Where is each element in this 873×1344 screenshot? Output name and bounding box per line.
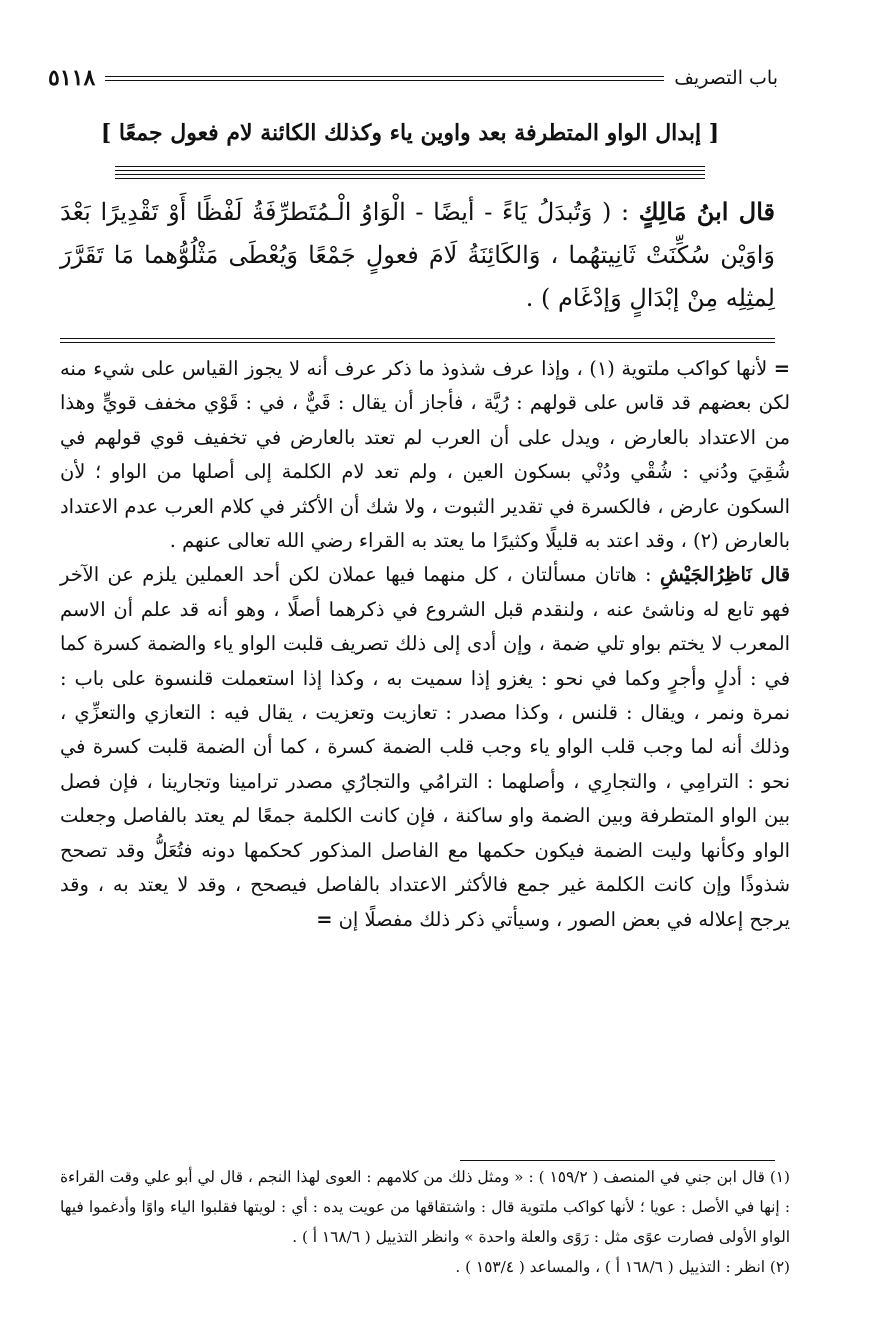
- separator-rule: [60, 338, 775, 339]
- matn-body: : ( وَتُبدَلُ يَاءً - أيضًا - الْوَاوُ الْـمُتَطرِّفَةُ لَفْظًا أَوْ تَقْدِيرًا بَعْدَ وَاوَيْن سُكِّنَتْ ثَانِيتهُما ، وَالكَائِنَةُ لَامَ فعولٍ جَمْعًا وَيُعْطَى مَثْلُوُّهما مَا تَقَرَّرَ لِمثِلِه مِنْ إبْدَالٍ وَإدْغَام ) .: [60, 198, 775, 312]
- separator-rule: [60, 342, 775, 343]
- paragraph-text: لأنها كواكب ملتوية (١) ، وإذا عرف شذوذ ما ذكر عرف أنه لا يجوز القياس على شيء منه لكن بعضهم قد قاس على قولهم : رُيَّة ، فأجاز أن يقال : قَيٌّ ، في : قَوْي مخفف قويٍّ وهذا من الاعتداد بالعارض ، ويدل على أن العرب لم تعتد بالعارض في تخفيف قوي قولهم في شُقِيَ ودُني : شُقْي ودُنْي بسكون العين ، ولم تعد لام الكلمة إلى أصلها من الواو ؛ لأن السكون عارض ، فالكسرة في تقدير الثبوت ، ولا شك أن الأكثر في كلام العرب عدم الاعتداد بالعارض (٢) ، وقد اعتد به قليلًا وكثيرًا ما يعتد به القراء رضي الله تعالى عنهم .: [60, 357, 790, 553]
- matn-author: قال ابنُ مَالِكٍ: [638, 197, 776, 226]
- footnotes: [60, 1162, 790, 1282]
- heading-rule: [115, 170, 705, 171]
- commentary: [60, 352, 790, 937]
- continuation-marker: =: [316, 907, 333, 931]
- page-number: ٥١١٨: [48, 65, 96, 91]
- header-rule: [105, 76, 664, 81]
- heading-rule: [115, 178, 705, 179]
- chapter-heading: [ إبدال الواو المتطرفة بعد واوين ياء وكذلك الكائنة لام فعول جمعًا ]: [100, 120, 720, 146]
- footnote: (٢) انظر : التذييل ( ١٦٨/٦ أ ) ، والمساعد ( ١٥٣/٤ ) .: [455, 1258, 790, 1276]
- heading-rule: [115, 174, 705, 175]
- commentary-paragraph: [60, 558, 790, 936]
- footnote-rule: [460, 1160, 775, 1161]
- commentary-author: قال نَاظِرُالجَيْشِ: [659, 563, 790, 587]
- footnote: (١) قال ابن جني في المنصف ( ١٥٩/٢ ) : « ومثل ذلك من كلامهم : العوى لهذا النجم ، قال لي أبو علي وقت القراءة : إنها في الأصل : عويا ؛ لأنها كواكب ملتوية قال : واشتقاقها من عويت يده : أي : لويتها فقلبوا الياء واوًا وأدغموا فيها الواو الأولى فصارت عوًى مثل : رَوًى والعلة واحدة » وانظر التذييل ( ١٦٨/٦ أ ) .: [60, 1168, 790, 1246]
- section-title: باب التصريف: [674, 67, 778, 89]
- matn-text: [60, 190, 775, 320]
- continuation-marker: =: [773, 357, 790, 380]
- heading-rule: [115, 166, 705, 167]
- commentary-paragraph: [60, 352, 790, 558]
- paragraph-text: : هاتان مسألتان ، كل منهما فيها عملان لكن أحد العملين يلزم عن الآخر فهو تابع له وناشئ عنه ، ولنقدم قبل الشروع في ذكرهما أصلًا ، وهو أنه قد علم أن الاسم المعرب لا يختم بواو تلي ضمة ، وإن أدى إلى ذلك تصريف قلبت الواو ياء والضمة كسرة كما في : أدلٍ وأجرٍ وكما في نحو : يغزو إذا سميت به ، وكذا إذا استعملت قلنسوة على باب : نمرة ونمر ، ويقال : قلنس ، وكذا مصدر : تعازيت وتعزيت ، يقال فيه : التعازي والتعزِّي ، وذلك أنه لما وجب قلب الواو ياء وجب قلب الضمة كسرة ، كما أن الضمة قلبت كسرة في نحو : الترامِي ، والتجارِي ، وأصلهما : الترامُي والتجارُي مصدر ترامينا وتجارينا ، فإن فصل بين الواو المتطرفة وبين الضمة واو ساكنة ، فإن كانت الكلمة جمعًا لم يعتد بالفاصل وجعلت الواو وكأنها وليت الضمة فيكون حكمها مع الفاصل المذكور كحكمها دونه فتُعَلُّ وقد تصحح شذوذًا وإن كانت الكلمة غير جمع فالأكثر الاعتداد بالفاصل فيصحح ، وقد لا يعتد به ، وقد يرجح إعلاله في بعض الصور ، وسيأتي ذكر ذلك مفصلًا إن: [60, 563, 790, 931]
- running-header: [48, 62, 778, 94]
